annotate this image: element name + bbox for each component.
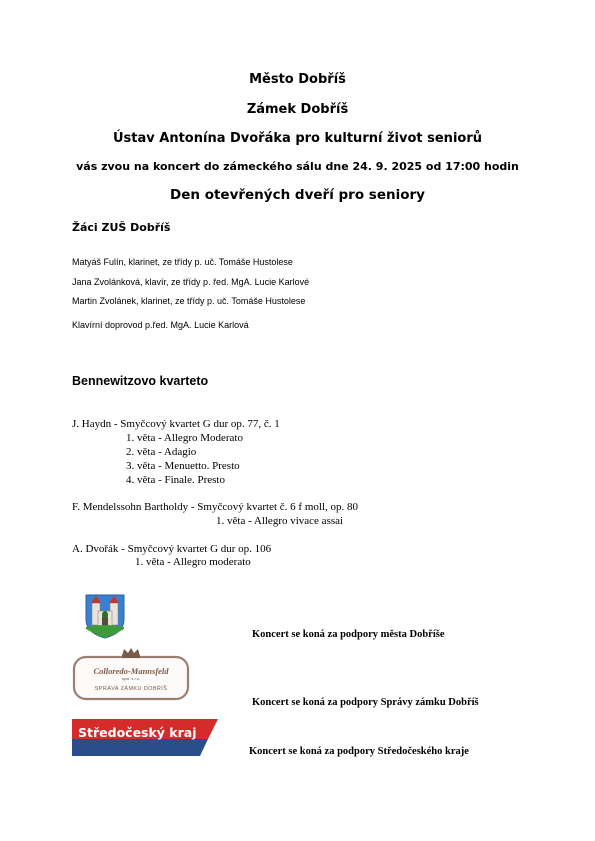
quartet-heading: Bennewitzovo kvarteto (72, 374, 209, 388)
event-title: Den otevřených dveří pro seniory (170, 187, 425, 203)
zus-heading: Žáci ZUŠ Dobříš (72, 221, 171, 234)
dvorak-movement-1: 1. věta - Allegro moderato (135, 556, 251, 568)
mendelssohn-movement-1: 1. věta - Allegro vivace assai (216, 515, 344, 527)
castle-logo-name: Colloredo-Mannsfeld (93, 666, 169, 676)
sponsor-castle-text: Koncert se koná za podpory Správy zámku Dobříš (252, 697, 479, 708)
dvorak-work: A. Dvořák - Smyčcový kvartet G dur op. 106 (72, 543, 272, 555)
dobris-crest-logo (84, 593, 126, 639)
castle-logo-caption: SPRÁVA ZÁMKU DOBŘÍŠ (94, 686, 168, 692)
invitation-text: vás zvou na koncert do zámeckého sálu dne 24. 9. 2025 od 17:00 hodin (76, 160, 519, 173)
haydn-movement-3: 3. věta - Menuetto. Presto (126, 460, 240, 472)
accompaniment: Klavírní doprovod p.řed. MgA. Lucie Karlová (72, 320, 249, 330)
mendelssohn-work: F. Mendelssohn Bartholdy - Smyčcový kvartet č. 6 f moll, op. 80 (72, 501, 358, 513)
central-bohemian-region-logo (72, 719, 222, 757)
sponsor-region-text: Koncert se koná za podpory Středočeského kraje (249, 746, 469, 757)
haydn-movement-1: 1. věta - Allegro Moderato (126, 432, 243, 444)
sponsor-city-text: Koncert se koná za podpory města Dobříše (252, 629, 445, 640)
haydn-movement-2: 2. věta - Adagio (126, 446, 197, 458)
haydn-movement-4: 4. věta - Finale. Presto (126, 474, 225, 486)
region-logo-text: Středočeský kraj (78, 725, 197, 740)
city-title: Město Dobříš (249, 72, 346, 87)
castle-logo-company: spol. s r.o. (121, 676, 141, 681)
performer-1: Matyáš Fulín, klarinet, ze třídy p. uč. Tomáše Hustolese (72, 257, 293, 267)
performer-2: Jana Zvolánková, klavír, ze třídy p. řed. MgA. Lucie Karlové (72, 277, 310, 287)
institute-title: Ústav Antonína Dvořáka pro kulturní život seniorů (112, 131, 482, 146)
haydn-work: J. Haydn - Smyčcový kvartet G dur op. 77, č. 1 (72, 418, 280, 430)
castle-title: Zámek Dobříš (246, 102, 349, 117)
castle-administration-logo (72, 647, 190, 701)
performer-3: Martin Zvolánek, klarinet, ze třídy p. uč. Tomáše Hustolese (72, 296, 306, 306)
